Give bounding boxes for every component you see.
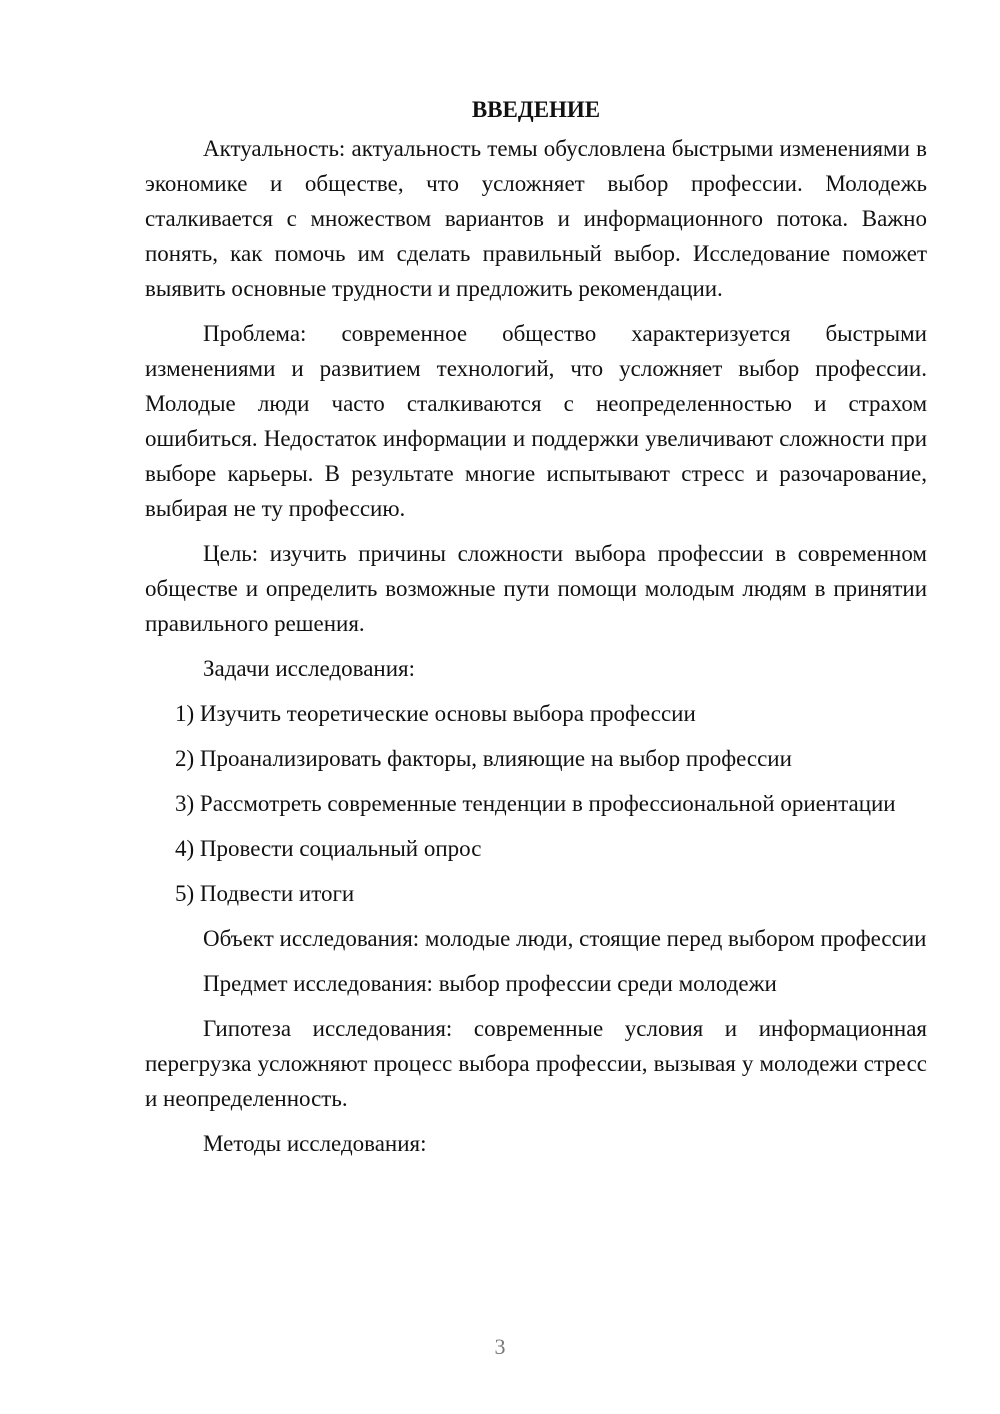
paragraph-subject: Предмет исследования: выбор профессии среди молодежи <box>203 971 777 996</box>
paragraph-goal: Цель: изучить причины сложности выбора профессии в современном обществе и определить возможные пути помощи молодым людям в принятии правильного решения. <box>145 541 927 636</box>
task-item-3: 3) Рассмотреть современные тенденции в профессиональной ориентации <box>175 791 896 816</box>
paragraph-problem: Проблема: современное общество характеризуется быстрыми изменениями и развитием технологий, что усложняет выбор профессии. Молодые люди часто сталкиваются с неопределенностью и страхом ошибиться. Недостаток информации и поддержки увеличивают сложности при выборе карьеры. В результате многие испытывают стресс и разочарование, выбирая не ту профессию. <box>145 321 927 521</box>
paragraph-tasks-heading: Задачи исследования: <box>203 656 416 681</box>
paragraph-hypothesis: Гипотеза исследования: современные условия и информационная перегрузка усложняют процесс выбора профессии, вызывая у молодежи стресс и неопределенность. <box>145 1016 927 1111</box>
page-content <box>145 92 927 1171</box>
paragraph-relevance: Актуальность: актуальность темы обусловлена быстрыми изменениями в экономике и обществе, что усложняет выбор профессии. Молодежь сталкивается с множеством вариантов и информационного потока. Важно понять, как помочь им сделать правильный выбор. Исследование поможет выявить основные трудности и предложить рекомендации. <box>145 136 927 301</box>
paragraph-object: Объект исследования: молодые люди, стоящие перед выбором профессии <box>203 926 927 951</box>
page-number: 3 <box>494 1334 506 1359</box>
section-heading: ВВЕДЕНИЕ <box>471 97 601 122</box>
task-item-5: 5) Подвести итоги <box>175 881 355 906</box>
task-item-4: 4) Провести социальный опрос <box>175 836 482 861</box>
task-item-2: 2) Проанализировать факторы, влияющие на выбор профессии <box>175 746 792 771</box>
paragraph-methods: Методы исследования: <box>203 1131 427 1156</box>
task-item-1: 1) Изучить теоретические основы выбора профессии <box>175 701 696 726</box>
